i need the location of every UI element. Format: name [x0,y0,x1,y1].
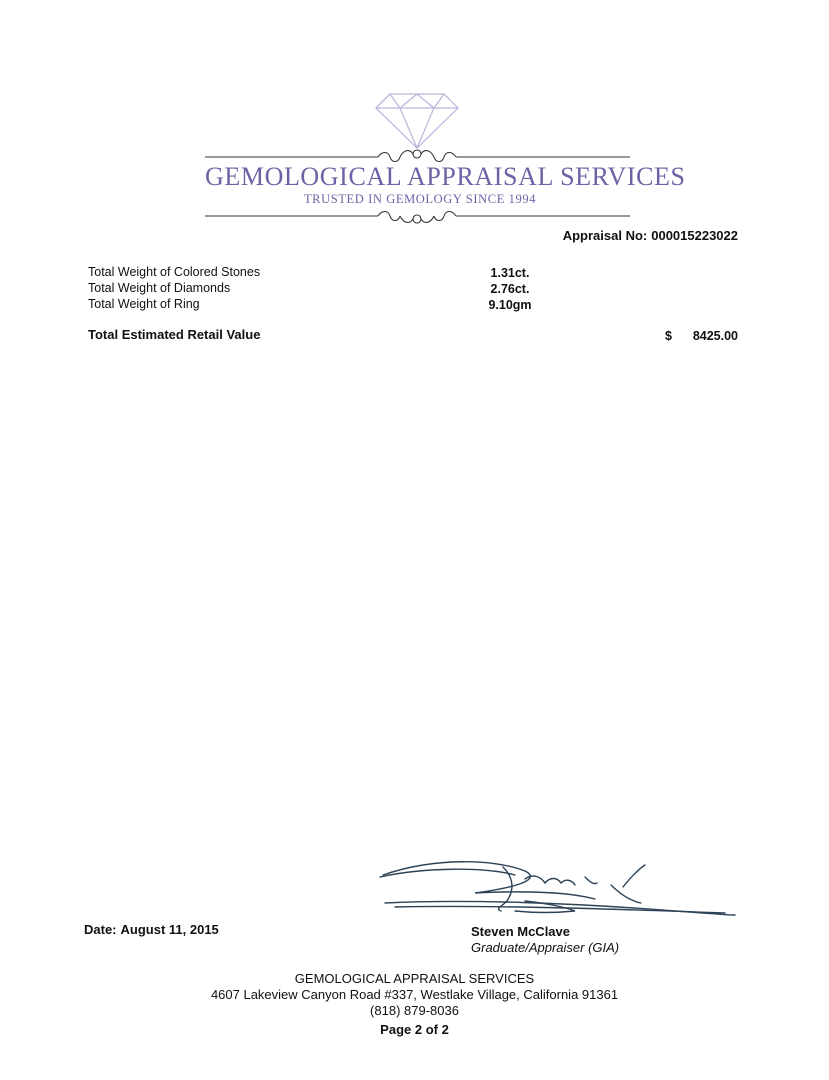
page-number: Page 2 of 2 [380,1022,449,1037]
weight-label-colored-stones: Total Weight of Colored Stones [88,265,261,279]
appraisal-date [84,922,219,937]
appraisal-number [520,228,738,243]
weight-value-ring: 9.10gm [488,298,532,312]
appraisal-number-value: 000015223022 [651,228,738,243]
appraisal-number-label: Appraisal No: [562,228,648,243]
date-label: Date: [84,922,117,937]
ornament-top [205,150,630,162]
weight-value-diamonds: 2.76ct. [490,282,530,296]
weight-label-ring: Total Weight of Ring [88,297,200,311]
total-value-amount: 8425.00 [692,329,738,343]
signer-title: Graduate/Appraiser (GIA) [471,940,620,955]
logo-graphic [200,88,686,228]
company-name: GEMOLOGICAL APPRAISAL SERVICES [205,162,686,191]
diamond-icon [376,94,458,148]
weight-label-diamonds: Total Weight of Diamonds [88,281,231,295]
date-value: August 11, 2015 [120,922,219,937]
weight-value-colored-stones: 1.31ct. [490,266,530,280]
signer-name: Steven McClave [471,924,570,939]
footer-company: GEMOLOGICAL APPRAISAL SERVICES [294,971,535,986]
total-value-currency: $ [665,329,672,343]
footer-phone: (818) 879-8036 [370,1003,459,1018]
company-tagline: TRUSTED IN GEMOLOGY SINCE 1994 [303,192,537,206]
footer-address: 4607 Lakeview Canyon Road #337, Westlake Village, California 91361 [210,987,619,1002]
signature-icon [375,855,745,925]
ornament-bottom [205,212,630,224]
total-value-label: Total Estimated Retail Value [88,327,261,342]
